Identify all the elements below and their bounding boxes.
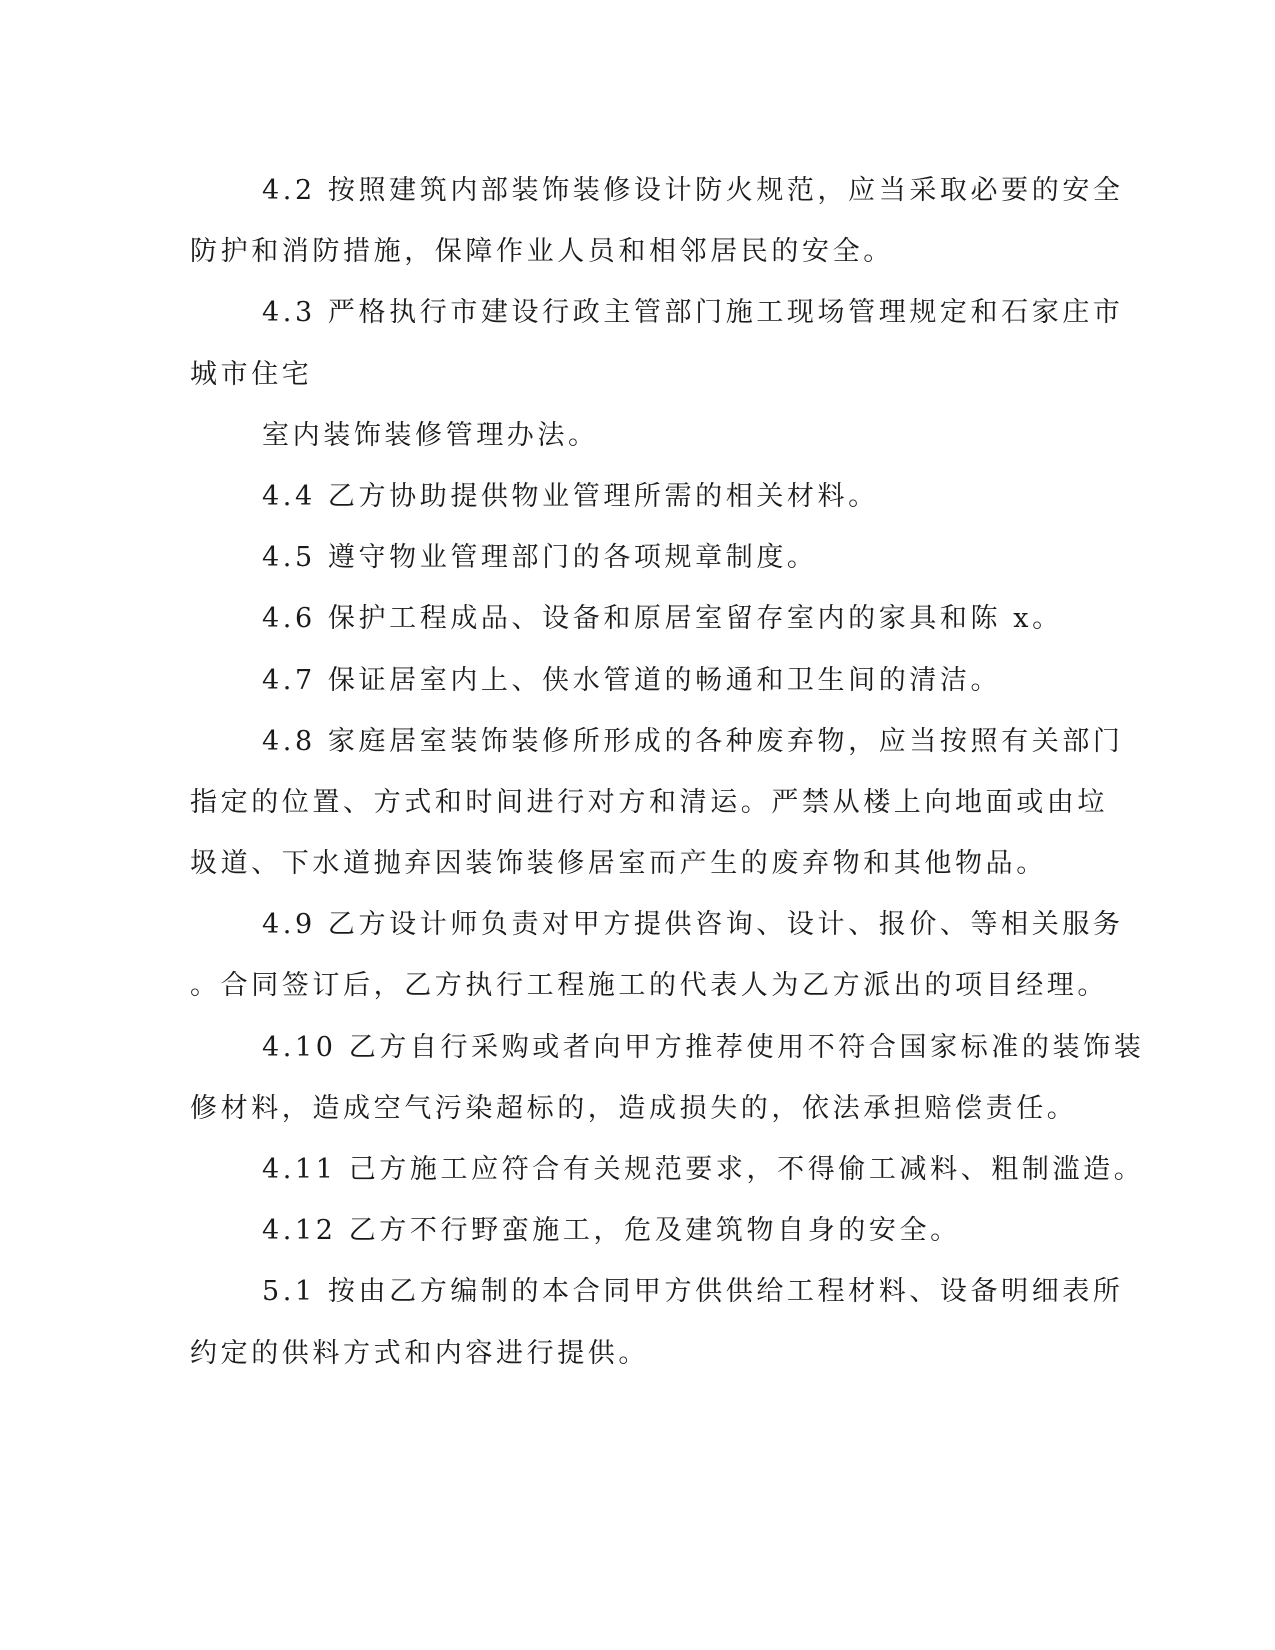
text-line: 指定的位置、方式和时间进行对方和清运。严禁从楼上向地面或由垃 bbox=[190, 786, 1108, 818]
text-line: 修材料，造成空气污染超标的，造成损失的，依法承担赔偿责任。 bbox=[190, 1092, 1078, 1124]
text-line: 4.8 家庭居室装饰装修所形成的各种废弃物，应当按照有关部门 bbox=[262, 725, 1124, 757]
text-line: 4.6 保护工程成品、设备和原居室留存室内的家具和陈 x。 bbox=[262, 603, 1063, 635]
text-line: 5.1 按由乙方编制的本合同甲方供供给工程材料、设备明细表所 bbox=[262, 1276, 1124, 1308]
document-body bbox=[190, 160, 1145, 1384]
text-line: 。合同签订后，乙方执行工程施工的代表人为乙方派出的项目经理。 bbox=[190, 970, 1108, 1002]
text-line: 4.7 保证居室内上、侠水管道的畅通和卫生间的清洁。 bbox=[262, 664, 1002, 696]
text-line: 城市住宅 bbox=[190, 358, 313, 390]
text-line: 4.3 严格执行市建设行政主管部门施工现场管理规定和石家庄市 bbox=[262, 297, 1124, 329]
text-line: 防护和消防措施，保障作业人员和相邻居民的安全。 bbox=[190, 236, 894, 268]
text-line: 4.4 乙方协助提供物业管理所需的相关材料。 bbox=[262, 480, 879, 512]
text-line: 4.5 遵守物业管理部门的各项规章制度。 bbox=[262, 542, 818, 574]
text-line: 圾道、下水道抛弃因装饰装修居室而产生的废弃物和其他物品。 bbox=[190, 848, 1047, 880]
text-line: 4.9 乙方设计师负责对甲方提供咨询、设计、报价、等相关服务 bbox=[262, 909, 1124, 941]
text-line: 4.12 乙方不行野蛮施工，危及建筑物自身的安全。 bbox=[262, 1215, 961, 1247]
text-line: 4.2 按照建筑内部装饰装修设计防火规范，应当采取必要的安全 bbox=[262, 175, 1124, 206]
text-line: 4.10 乙方自行采购或者向甲方推荐使用不符合国家标准的装饰装 bbox=[262, 1031, 1145, 1063]
text-line: 室内装饰装修管理办法。 bbox=[262, 419, 599, 451]
text-line: 4.11 己方施工应符合有关规范要求，不得偷工减料、粗制滥造。 bbox=[262, 1154, 1145, 1185]
text-line: 约定的供料方式和内容进行提供。 bbox=[190, 1337, 649, 1369]
